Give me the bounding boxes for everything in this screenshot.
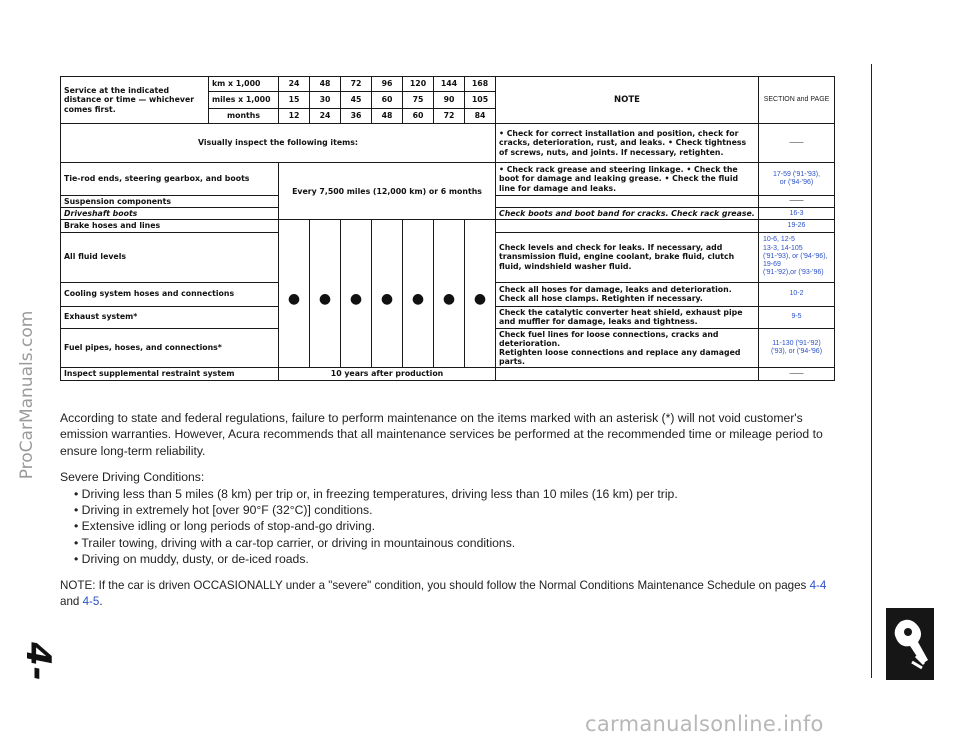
section-link[interactable]: 17-59 ('91-'93), [772,170,821,178]
section-driveshaft[interactable]: 16-3 [759,208,835,220]
emission-paragraph: According to state and federal regulations, failure to perform maintenance on the items marked with an asterisk (*) will not void customer's emission warranties. However, Acura recommends that all maintenance services be performed at the recommended time or mileage period to ensure long-term reliability. [60,411,823,458]
section-tab-wrench-icon[interactable] [886,608,934,680]
dot-column [434,220,465,232]
km-cell: 168 [465,77,496,92]
severe-bullet: • Driving in extremely hot [over 90°F (32°C)] conditions. [74,503,373,518]
service-header: Service at the indicated distance or time — whichever comes first. [61,77,209,124]
note-empty [496,368,759,380]
note-fluid: Check levels and check for leaks. If necessary, add transmission fluid, engine coolant, brake fluid, clutch fluid, windshield washer fluid. [496,232,759,282]
item-cooling: Cooling system hoses and connections [61,282,279,306]
item-suspension: Suspension components [61,196,279,208]
item-driveshaft: Driveshaft boots [61,208,279,220]
section-fuel[interactable] [759,328,835,368]
note-empty [496,196,759,208]
severe-title: Severe Driving Conditions: [60,470,205,485]
section-cooling[interactable]: 10-2 [759,282,835,306]
dot-column [279,220,310,232]
km-cell: 120 [403,77,434,92]
dot-column [465,220,496,232]
page-number: 4- [18,642,58,682]
months-cell: 60 [403,109,434,124]
section-link[interactable]: ('93), or ('94-'96) [770,347,823,355]
section-exhaust[interactable]: 9-5 [759,306,835,328]
km-cell: 72 [341,77,372,92]
item-fuel: Fuel pipes, hoses, and connections* [61,328,279,368]
severe-bullet: • Driving on muddy, dusty, or de-iced roads. [74,552,309,567]
note-header: NOTE [496,77,759,124]
interval-10yr: 10 years after production [279,368,496,380]
section-suspension: —— [759,196,835,208]
note-paragraph [60,578,830,611]
maintenance-dot: ● [372,232,403,368]
item-brake: Brake hoses and lines [61,220,279,232]
note-exhaust: Check the catalytic converter heat shield, exhaust pipe and muffler for damage, leaks and tightness. [496,306,759,328]
months-cell: 48 [372,109,403,124]
miles-cell: 30 [310,92,341,109]
page-link-4-4[interactable]: 4-4 [809,578,827,592]
km-cell: 24 [279,77,310,92]
severe-bullet: • Extensive idling or long periods of stop-and-go driving. [74,519,375,534]
maintenance-dot: ● [403,232,434,368]
note-empty [496,220,759,232]
section-link[interactable]: or ('94-'96) [779,179,814,186]
miles-cell: 75 [403,92,434,109]
interval-7500: Every 7,500 miles (12,000 km) or 6 months [279,163,496,220]
margin-rule [871,64,872,678]
visual-note: • Check for correct installation and position, check for cracks, deterioration, rust, and leaks. • Check tightness of screws, nuts, and joints. If necessary, retighten. [496,124,759,163]
watermark-bottom: carmanualsonline.info [585,712,824,736]
note-and: and [60,595,80,609]
dot-column [372,220,403,232]
item-srs: Inspect supplemental restraint system [61,368,279,380]
note-fuel [496,328,759,368]
section-link[interactable]: 13-3, 14-105 [763,244,803,252]
maintenance-dot: ● [279,232,310,368]
months-cell: 12 [279,109,310,124]
body-text [60,410,830,610]
section-srs: —— [759,368,835,380]
watermark-left: ProCarManuals.com [17,310,37,480]
km-cell: 144 [434,77,465,92]
note-fuel-line2: Retighten loose connections and replace any damaged parts. [499,347,741,367]
miles-cell: 45 [341,92,372,109]
section-brake[interactable]: 19-26 [759,220,835,232]
dot-column [310,220,341,232]
visual-section: —— [759,124,835,163]
months-cell: 72 [434,109,465,124]
note-text: NOTE: If the car is driven OCCASIONALLY under a "severe" condition, you should follow the Normal Conditions Maintenance Schedule on pages [60,578,807,592]
section-link[interactable]: 19-69 [763,261,781,269]
miles-cell: 105 [465,92,496,109]
section-header: SECTION and PAGE [759,77,835,124]
km-cell: 48 [310,77,341,92]
item-fluid: All fluid levels [61,232,279,282]
months-cell: 24 [310,109,341,124]
note-fuel-line1: Check fuel lines for loose connections, cracks and deterioration. [499,329,719,348]
km-cell: 96 [372,77,403,92]
miles-cell: 90 [434,92,465,109]
note-tierod: • Check rack grease and steering linkage. • Check the boot for damage and leaking grease. • Check the fluid line for damage and leaks. [496,163,759,196]
page-link-4-5[interactable]: 4-5 [82,595,100,609]
maintenance-dot: ● [434,232,465,368]
months-cell: 36 [341,109,372,124]
dot-column [403,220,434,232]
km-label: km x 1,000 [209,77,279,92]
section-fluid[interactable] [759,232,835,282]
item-exhaust: Exhaust system* [61,306,279,328]
miles-cell: 60 [372,92,403,109]
item-tierod: Tie-rod ends, steering gearbox, and boots [61,163,279,196]
visual-inspect-label: Visually inspect the following items: [61,124,496,163]
months-cell: 84 [465,109,496,124]
maintenance-dot: ● [341,232,372,368]
months-label: months [209,109,279,124]
miles-cell: 15 [279,92,310,109]
note-end: . [99,595,103,609]
severe-bullet: • Trailer towing, driving with a car-top carrier, or driving in mountainous conditions. [74,535,516,550]
severe-bullet: • Driving less than 5 miles (8 km) per trip or, in freezing temperatures, driving less than 10 miles (16 km) per trip. [74,486,678,501]
note-driveshaft: Check boots and boot band for cracks. Check rack grease. [496,208,759,220]
section-tierod[interactable] [759,163,835,196]
note-cooling: Check all hoses for damage, leaks and deterioration. Check all hose clamps. Retighten if necessary. [496,282,759,306]
maintenance-dot: ● [310,232,341,368]
section-link[interactable]: ('91-'93), or ('94-'96), [763,252,828,260]
miles-label: miles x 1,000 [209,92,279,109]
dot-column [341,220,372,232]
section-link[interactable]: ('91-'92),or ('93-'96) [763,269,824,277]
section-link[interactable]: 11-130 ('91-'92) [772,339,821,347]
section-link[interactable]: 10-6, 12-5 [763,236,795,244]
maintenance-dot: ● [465,232,496,368]
maintenance-schedule-table [60,76,835,381]
